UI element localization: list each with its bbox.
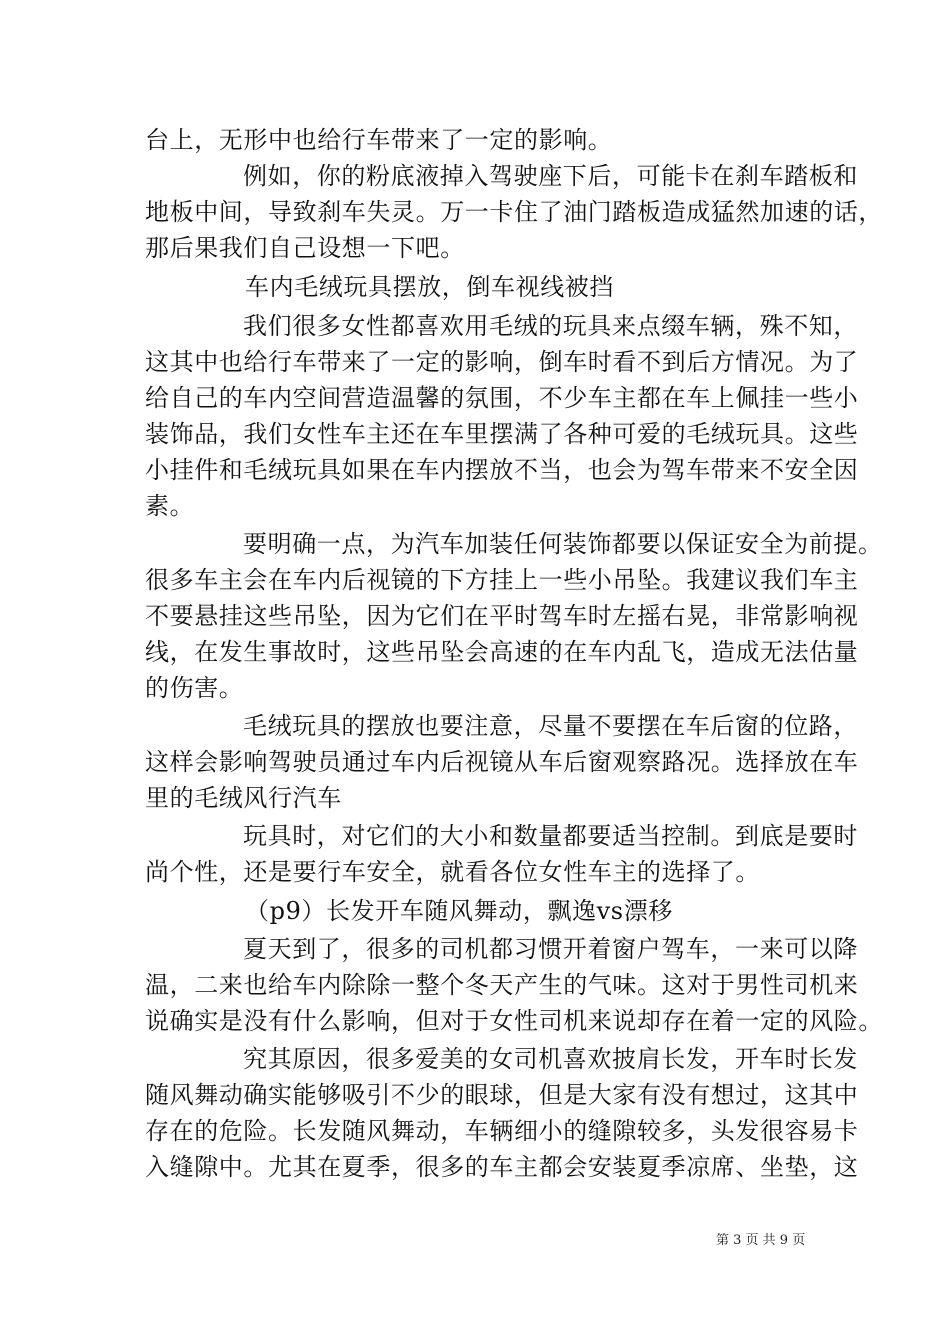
text-line: 夏天到了，很多的司机都习惯开着窗户驾车，一来可以降: [243, 935, 858, 963]
page-footer: 第 3 页 共 9 页: [716, 1233, 806, 1248]
section-heading: （p9）长发开车随风舞动，飘逸vs漂移: [245, 897, 673, 925]
text-line: 毛绒玩具的摆放也要注意，尽量不要摆在车后窗的位路，: [243, 712, 858, 740]
text-line: 不要悬挂这些吊坠，因为它们在平时驾车时左摇右晃，非常影响视: [145, 602, 859, 630]
text-line: 给自己的车内空间营造温馨的氛围，不少车主都在车上佩挂一些小: [145, 384, 859, 412]
text-line: 小挂件和毛绒玩具如果在车内摆放不当，也会为驾车带来不安全因: [145, 456, 859, 484]
text-line: 尚个性，还是要行车安全，就看各位女性车主的选择了。: [145, 858, 760, 886]
text-line: 要明确一点，为汽车加装任何装饰都要以保证安全为前提。: [243, 530, 883, 558]
text-line: 入缝隙中。尤其在夏季，很多的车主都会安装夏季凉席、坐垫，这: [145, 1153, 859, 1181]
text-line: 台上，无形中也给行车带来了一定的影响。: [145, 126, 613, 154]
text-line: 线，在发生事故时，这些吊坠会高速的在车内乱飞，造成无法估量: [145, 638, 859, 666]
text-line: 素。: [145, 492, 195, 520]
text-line: 温，二来也给车内除除一整个冬天产生的气味。这对于男性司机来: [145, 971, 859, 999]
text-line: 很多车主会在车内后视镜的下方挂上一些小吊坠。我建议我们车主: [145, 566, 859, 594]
text-line: 那后果我们自己设想一下吧。: [145, 234, 465, 262]
text-line: 这样会影响驾驶员通过车内后视镜从车后窗观察路况。选择放在车: [145, 748, 859, 776]
text-line: 究其原因，很多爱美的女司机喜欢披肩长发，开车时长发: [243, 1045, 858, 1073]
text-line: 存在的危险。长发随风舞动，车辆细小的缝隙较多，头发很容易卡: [145, 1117, 859, 1145]
text-line: 我们很多女性都喜欢用毛绒的玩具来点缀车辆，殊不知，: [243, 312, 858, 340]
text-line: 里的毛绒风行汽车: [145, 784, 342, 812]
text-line: 这其中也给行车带来了一定的影响，倒车时看不到后方情况。为了: [145, 348, 859, 376]
text-line: 装饰品，我们女性车主还在车里摆满了各种可爱的毛绒玩具。这些: [145, 420, 859, 448]
text-line: 的伤害。: [145, 674, 244, 702]
text-line: 玩具时，对它们的大小和数量都要适当控制。到底是要时: [243, 822, 858, 850]
section-heading: 车内毛绒玩具摆放，倒车视线被挡: [245, 273, 614, 301]
text-line: 地板中间，导致刹车失灵。万一卡住了油门踏板造成猛然加速的话，: [145, 198, 883, 226]
text-line: 随风舞动确实能够吸引不少的眼球，但是大家有没有想过，这其中: [145, 1081, 859, 1109]
text-line: 例如，你的粉底液掉入驾驶座下后，可能卡在刹车踏板和: [243, 162, 858, 190]
text-line: 说确实是没有什么影响，但对于女性司机来说却存在着一定的风险。: [145, 1007, 883, 1035]
